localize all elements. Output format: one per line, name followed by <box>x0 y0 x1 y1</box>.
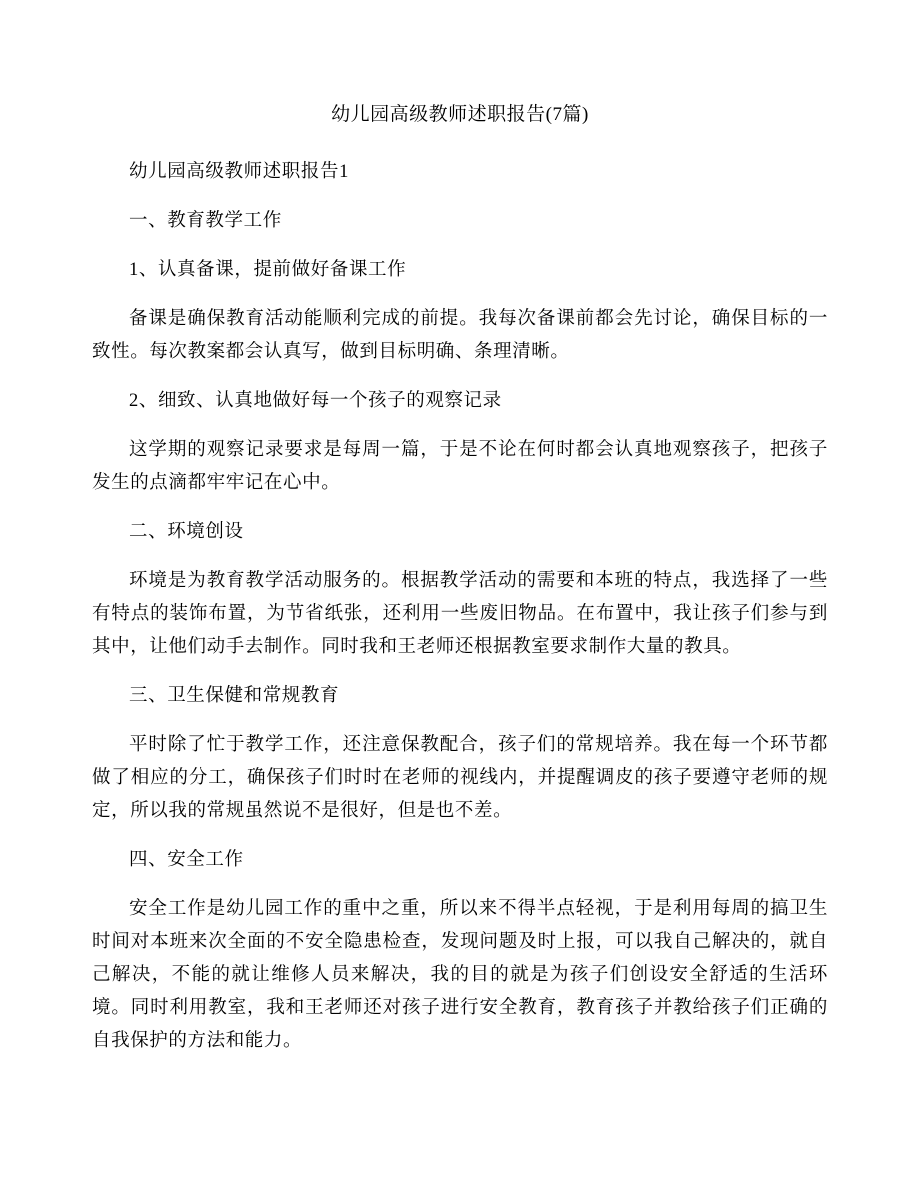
paragraph: 2、细致、认真地做好每一个孩子的观察记录 <box>129 391 502 411</box>
paragraph: 这学期的观察记录要求是每周一篇，于是不论在何时都会认真地观察孩子，把孩子发生的点滴都牢牢记在心中。 <box>92 440 828 493</box>
paragraph: 平时除了忙于教学工作，还注意保教配合，孩子们的常规培养。我在每一个环节都做了相应的分工，确保孩子们时时在老师的视线内，并提醒调皮的孩子要遵守老师的规定，所以我的常规虽然说不是很好，但是也不差。 <box>92 735 828 821</box>
paragraph: 一、教育教学工作 <box>129 211 282 231</box>
page-title: 幼儿园高级教师述职报告(7篇) <box>331 104 589 125</box>
paragraph: 四、安全工作 <box>129 850 244 870</box>
paragraph: 备课是确保教育活动能顺利完成的前提。我每次备课前都会先讨论，确保目标的一致性。每次教案都会认真写，做到目标明确、条理清晰。 <box>92 309 828 362</box>
paragraph: 1、认真备课，提前做好备课工作 <box>129 260 407 280</box>
paragraph: 环境是为教育教学活动服务的。根据教学活动的需要和本班的特点，我选择了一些有特点的装饰布置，为节省纸张，还利用一些废旧物品。在布置中，我让孩子们参与到其中，让他们动手去制作。同时我和王老师还根据教室要求制作大量的教具。 <box>92 571 828 657</box>
paragraph: 安全工作是幼儿园工作的重中之重，所以来不得半点轻视，于是利用每周的搞卫生时间对本班来次全面的不安全隐患检查，发现问题及时上报，可以我自己解决的，就自己解决，不能的就让维修人员来解决，我的目的就是为孩子们创设安全舒适的生活环境。同时利用教室，我和王老师还对孩子进行安全教育，教育孩子并教给孩子们正确的自我保护的方法和能力。 <box>92 899 828 1051</box>
paragraph: 幼儿园高级教师述职报告1 <box>129 162 349 182</box>
paragraph: 三、卫生保健和常规教育 <box>129 686 340 706</box>
paragraph: 二、环境创设 <box>129 522 244 542</box>
